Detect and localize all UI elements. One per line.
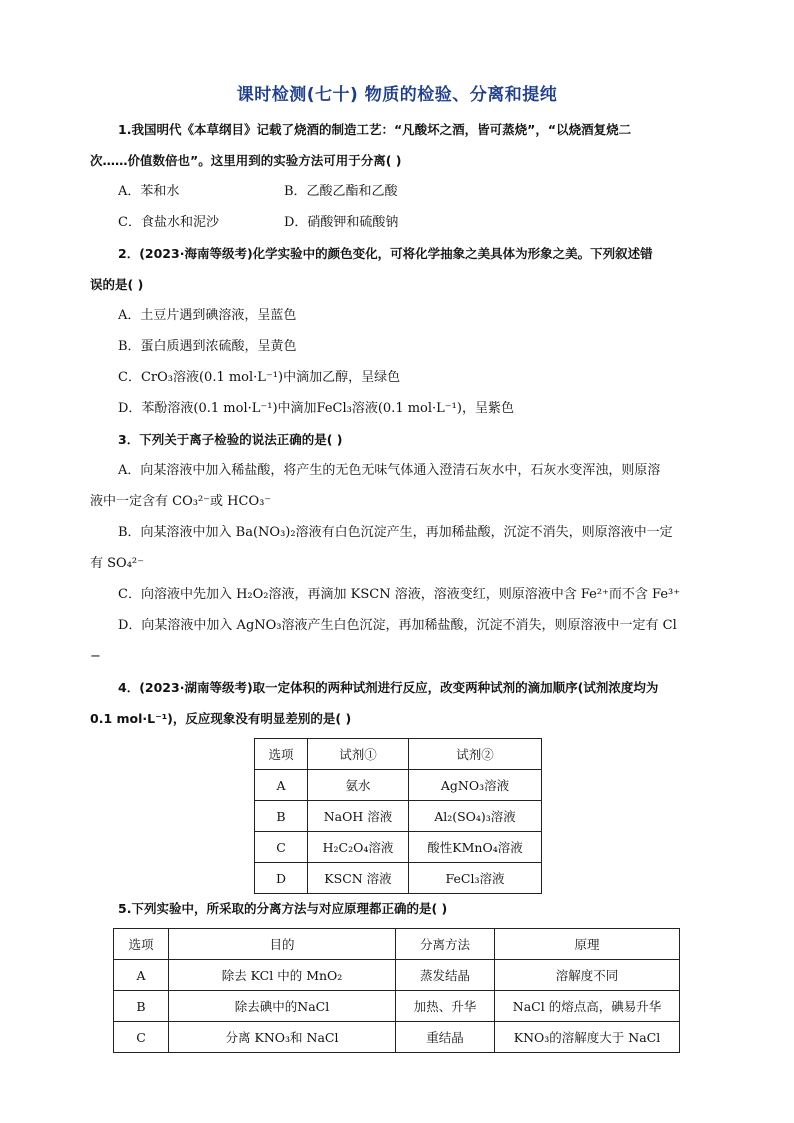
- q2-option-c: C．CrO₃溶液(0.1 mol·L⁻¹)中滴加乙醇，呈绿色: [118, 370, 401, 385]
- table-cell: 加热、升华: [396, 991, 495, 1022]
- q3-option-c: C．向溶液中先加入 H₂O₂溶液，再滴加 KSCN 溶液，溶液变红，则原溶液中含 Fe²⁺而不含 Fe³⁺: [118, 587, 681, 602]
- q2-option-d: D．苯酚溶液(0.1 mol·L⁻¹)中滴加FeCl₃溶液(0.1 mol·L⁻¹)，呈紫色: [118, 401, 514, 416]
- table-header-cell: 试剂①: [308, 739, 409, 770]
- q5-separation-table: [113, 928, 680, 1053]
- table-cell: B: [255, 801, 308, 832]
- q1-option-d: D．硝酸钾和硫酸钠: [284, 215, 399, 230]
- table-header-cell: 目的: [169, 929, 396, 960]
- table-header-row: [255, 739, 542, 770]
- q2-stem-line1: 2．(2023·海南等级考)化学实验中的颜色变化，可将化学抽象之美具体为形象之美。下列叙述错: [118, 246, 653, 261]
- q2-option-b: B．蛋白质遇到浓硫酸，呈黄色: [118, 339, 297, 354]
- table-cell: FeCl₃溶液: [409, 863, 542, 894]
- q1-stem-line2: 次……价值数倍也”。这里用到的实验方法可用于分离( ): [90, 153, 402, 168]
- q4-reagent-table: [254, 738, 542, 894]
- table-cell: 除去 KCl 中的 MnO₂: [169, 960, 396, 991]
- table-cell: C: [255, 832, 308, 863]
- table-cell: A: [255, 770, 308, 801]
- table-header-cell: 试剂②: [409, 739, 542, 770]
- table-row: [114, 1022, 680, 1053]
- q3-option-d-line2: −: [90, 649, 101, 664]
- q3-option-b-line1: B．向某溶液中加入 Ba(NO₃)₂溶液有白色沉淀产生，再加稀盐酸，沉淀不消失，则原溶液中一定: [118, 525, 673, 540]
- q1-option-a: A．苯和水: [118, 184, 180, 199]
- table-header-cell: 选项: [255, 739, 308, 770]
- table-row: [114, 960, 680, 991]
- table-cell: B: [114, 991, 169, 1022]
- q1-option-c: C．食盐水和泥沙: [118, 215, 219, 230]
- table-cell: 氨水: [308, 770, 409, 801]
- table-cell: 蒸发结晶: [396, 960, 495, 991]
- table-row: [255, 832, 542, 863]
- page-title: 课时检测(七十) 物质的检验、分离和提纯: [236, 85, 558, 105]
- table-cell: D: [255, 863, 308, 894]
- q3-option-d-line1: D．向某溶液中加入 AgNO₃溶液产生白色沉淀，再加稀盐酸，沉淀不消失，则原溶液中一定有 Cl: [118, 618, 677, 633]
- table-header-cell: 分离方法: [396, 929, 495, 960]
- table-cell: 除去碘中的NaCl: [169, 991, 396, 1022]
- q3-option-b-line2: 有 SO₄²⁻: [90, 556, 144, 571]
- table-cell: C: [114, 1022, 169, 1053]
- q4-stem-line1: 4．(2023·湖南等级考)取一定体积的两种试剂进行反应，改变两种试剂的滴加顺序(试剂浓度均为: [118, 680, 659, 695]
- table-cell: 重结晶: [396, 1022, 495, 1053]
- q3-option-a-line2: 液中一定含有 CO₃²⁻或 HCO₃⁻: [90, 494, 272, 509]
- table-row: [255, 801, 542, 832]
- table-header-cell: 原理: [495, 929, 680, 960]
- table-row: [255, 770, 542, 801]
- table-cell: H₂C₂O₄溶液: [308, 832, 409, 863]
- table-cell: NaCl 的熔点高，碘易升华: [495, 991, 680, 1022]
- table-header-row: [114, 929, 680, 960]
- table-row: [114, 991, 680, 1022]
- table-header-cell: 选项: [114, 929, 169, 960]
- table-cell: AgNO₃溶液: [409, 770, 542, 801]
- q5-stem: 5.下列实验中，所采取的分离方法与对应原理都正确的是( ): [118, 901, 448, 916]
- q3-option-a-line1: A．向某溶液中加入稀盐酸，将产生的无色无味气体通入澄清石灰水中，石灰水变浑浊，则原溶: [118, 463, 661, 478]
- q1-option-b: B．乙酸乙酯和乙酸: [284, 184, 398, 199]
- table-row: [255, 863, 542, 894]
- table-cell: 酸性KMnO₄溶液: [409, 832, 542, 863]
- table-cell: 分离 KNO₃和 NaCl: [169, 1022, 396, 1053]
- q2-option-a: A．土豆片遇到碘溶液，呈蓝色: [118, 308, 297, 323]
- table-cell: Al₂(SO₄)₃溶液: [409, 801, 542, 832]
- table-cell: KSCN 溶液: [308, 863, 409, 894]
- table-cell: 溶解度不同: [495, 960, 680, 991]
- q4-stem-line2: 0.1 mol·L⁻¹)，反应现象没有明显差别的是( ): [90, 711, 352, 726]
- q1-stem-line1: 1.我国明代《本草纲目》记载了烧酒的制造工艺：“凡酸坏之酒，皆可蒸烧”，“以烧酒复烧二: [118, 122, 632, 137]
- table-cell: A: [114, 960, 169, 991]
- q2-stem-line2: 误的是( ): [90, 277, 144, 292]
- table-cell: NaOH 溶液: [308, 801, 409, 832]
- table-cell: KNO₃的溶解度大于 NaCl: [495, 1022, 680, 1053]
- q3-stem: 3．下列关于离子检验的说法正确的是( ): [118, 432, 343, 447]
